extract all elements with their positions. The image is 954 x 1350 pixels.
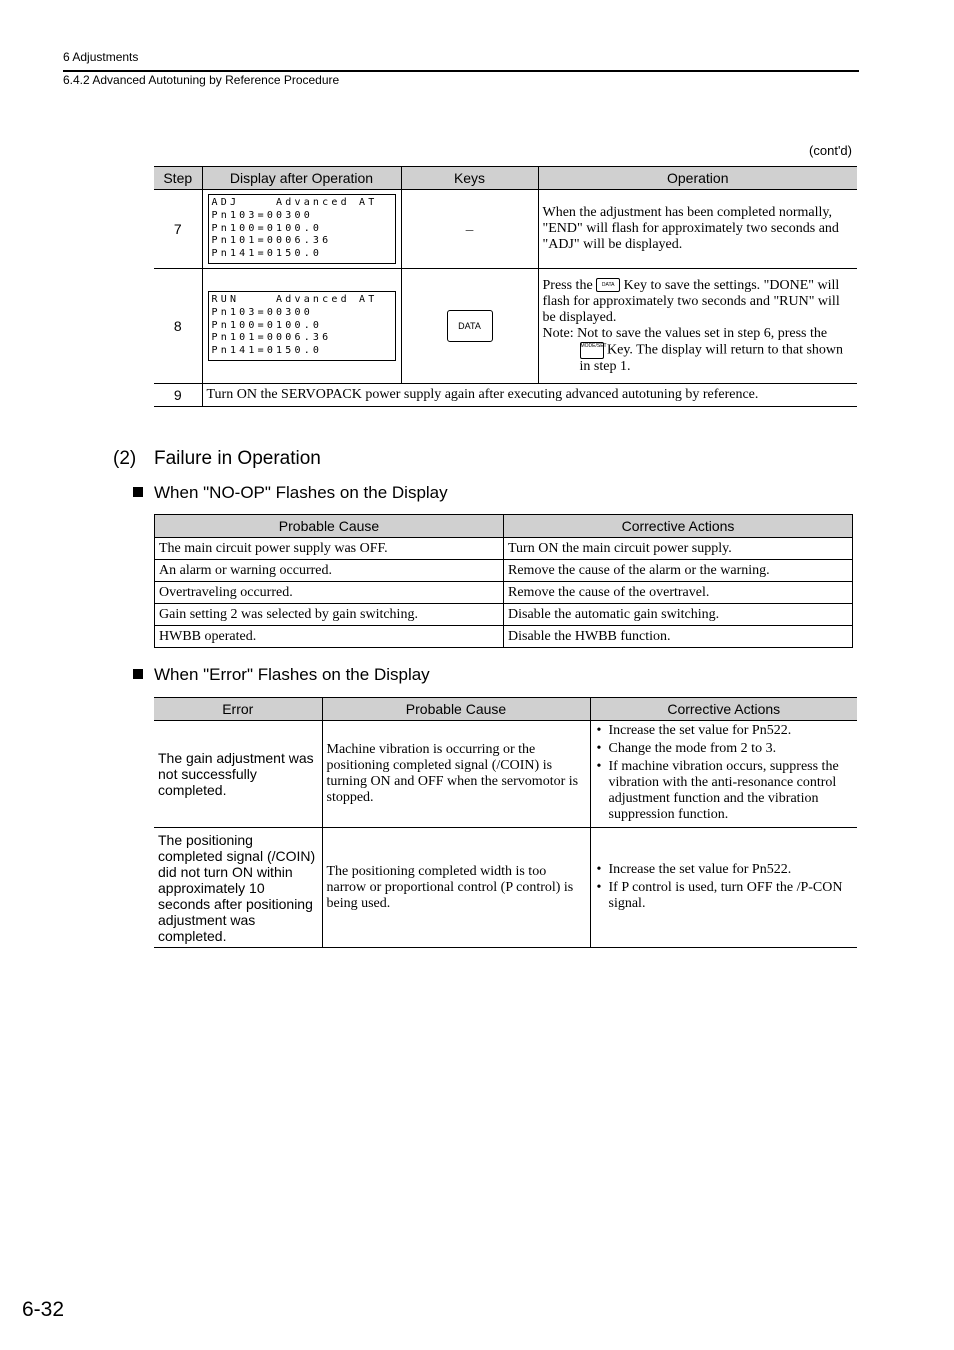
section-number: (2) xyxy=(113,448,137,469)
square-bullet-icon xyxy=(133,487,143,497)
lcd-line: RUN Advanced AT xyxy=(211,294,378,306)
lcd-display xyxy=(208,291,396,361)
section-header: 6.4.2 Advanced Autotuning by Reference Procedure xyxy=(63,73,340,87)
lcd-line: Pn100=0100.0 xyxy=(211,222,323,234)
subsection-title: When "Error" Flashes on the Display xyxy=(154,665,430,684)
list-item: • If machine vibration occurs, suppress the vibration with the anti-resonance control adjustment function and the vibration suppression function. xyxy=(595,759,854,823)
actions-cell xyxy=(590,721,857,828)
page-number: 6-32 xyxy=(22,1298,65,1321)
column-header-display: Display after Operation xyxy=(202,167,401,190)
action-cell: Turn ON the main circuit power supply. xyxy=(504,538,853,560)
table-row xyxy=(155,538,853,560)
table-row xyxy=(155,604,853,626)
error-cell: The positioning completed signal (/COIN) did not turn ON within approximately 10 seconds after positioning adjustment was completed. xyxy=(154,828,322,948)
lcd-line: Pn103=00300 xyxy=(211,306,313,318)
column-header-keys: Keys xyxy=(401,167,538,190)
list-item: • Increase the set value for Pn522. xyxy=(595,723,854,739)
action-cell: Disable the HWBB function. xyxy=(504,626,853,648)
lcd-line: Pn141=0150.0 xyxy=(211,248,323,260)
step-number: 9 xyxy=(154,384,202,407)
lcd-line: ADJ Advanced AT xyxy=(211,197,378,209)
table-row xyxy=(155,560,853,582)
column-header-cause: Probable Cause xyxy=(155,515,504,538)
lcd-display xyxy=(208,194,396,264)
table-row xyxy=(154,269,857,384)
action-cell: Remove the cause of the alarm or the warning. xyxy=(504,560,853,582)
section-heading xyxy=(113,448,321,470)
data-key-icon: DATA xyxy=(596,278,620,292)
operation-cell xyxy=(538,269,857,384)
lcd-line: Pn103=00300 xyxy=(211,209,313,221)
cause-cell: An alarm or warning occurred. xyxy=(155,560,504,582)
column-header-error: Error xyxy=(154,698,322,721)
keys-cell: – xyxy=(401,190,538,269)
header-rule xyxy=(63,70,859,72)
table-row xyxy=(155,582,853,604)
list-item: • Change the mode from 2 to 3. xyxy=(595,741,854,757)
chapter-header: 6 Adjustments xyxy=(63,50,139,64)
section-title: Failure in Operation xyxy=(154,448,321,469)
error-cell: The gain adjustment was not successfully completed. xyxy=(154,721,322,828)
cause-cell: HWBB operated. xyxy=(155,626,504,648)
operation-cell: When the adjustment has been completed normally, "END" will flash for approximately two seconds and "ADJ" will be displayed. xyxy=(538,190,857,269)
column-header-operation: Operation xyxy=(538,167,857,190)
table-row xyxy=(155,626,853,648)
column-header-actions: Corrective Actions xyxy=(590,698,857,721)
lcd-line: Pn100=0100.0 xyxy=(211,319,323,331)
keys-cell xyxy=(401,269,538,384)
note-text: Key. The display will return to that shown in step 1. xyxy=(579,342,844,374)
lcd-line: Pn101=0006.36 xyxy=(211,235,332,247)
table-row xyxy=(154,384,857,407)
step-number: 8 xyxy=(154,269,202,384)
noop-table xyxy=(154,514,853,648)
list-item: • If P control is used, turn OFF the /P-CON signal. xyxy=(595,880,854,912)
operation-text: Press the xyxy=(542,277,593,293)
data-key-icon: DATA xyxy=(447,310,493,342)
operation-cell: Turn ON the SERVOPACK power supply again after executing advanced autotuning by reference. xyxy=(202,384,857,407)
display-cell xyxy=(202,269,401,384)
subsection-heading xyxy=(133,665,430,685)
cause-cell: Overtraveling occurred. xyxy=(155,582,504,604)
subsection-heading xyxy=(133,483,448,503)
square-bullet-icon xyxy=(133,669,143,679)
cause-cell: The main circuit power supply was OFF. xyxy=(155,538,504,560)
step-number: 7 xyxy=(154,190,202,269)
subsection-title: When "NO-OP" Flashes on the Display xyxy=(154,483,448,502)
note-text: Note: Not to save the values set in step 6, press the xyxy=(542,325,828,341)
column-header-cause: Probable Cause xyxy=(322,698,590,721)
procedure-table xyxy=(154,166,857,407)
lcd-line: Pn101=0006.36 xyxy=(211,332,332,344)
table-row xyxy=(154,190,857,269)
action-cell: Remove the cause of the overtravel. xyxy=(504,582,853,604)
table-row xyxy=(154,828,857,948)
cause-cell: The positioning completed width is too narrow or proportional control (P control) is being used. xyxy=(322,828,590,948)
operation-text: Key to save the settings. "DONE" will flash for approximately two seconds and "RUN" will be displayed. xyxy=(542,277,840,325)
error-table xyxy=(154,697,857,948)
list-item: • Increase the set value for Pn522. xyxy=(595,862,854,878)
column-header-actions: Corrective Actions xyxy=(504,515,853,538)
cause-cell: Gain setting 2 was selected by gain switching. xyxy=(155,604,504,626)
display-cell xyxy=(202,190,401,269)
actions-cell xyxy=(590,828,857,948)
cause-cell: Machine vibration is occurring or the positioning completed signal (/COIN) is turning ON and OFF when the servomotor is stopped. xyxy=(322,721,590,828)
lcd-line: Pn141=0150.0 xyxy=(211,345,323,357)
continued-label: (cont'd) xyxy=(809,143,852,158)
action-cell: Disable the automatic gain switching. xyxy=(504,604,853,626)
table-row xyxy=(154,721,857,828)
column-header-step: Step xyxy=(154,167,202,190)
mode-set-key-icon: MODE/SET xyxy=(580,342,604,359)
